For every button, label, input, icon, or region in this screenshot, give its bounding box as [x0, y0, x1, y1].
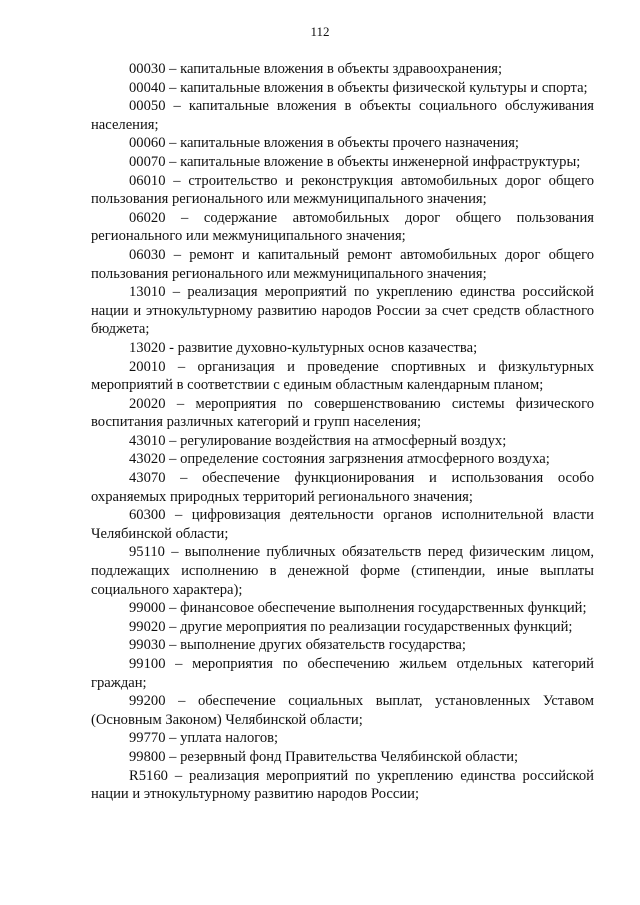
- code-entry-99030: 99030 – выполнение других обязательств государства;: [129, 637, 466, 654]
- code-entry-00040: 00040 – капитальные вложения в объекты физической культуры и спорта;: [129, 79, 588, 96]
- code-entry-06030: 06030 – ремонт и капитальный ремонт автомобильных дорог общего пользования регионального или межмуниципального значения;: [91, 246, 594, 282]
- document-body: [91, 60, 594, 804]
- code-entry-99020: 99020 – другие мероприятия по реализации государственных функций;: [129, 618, 573, 635]
- code-entry-13020: 13020 - развитие духовно-культурных основ казачества;: [129, 339, 478, 356]
- code-entry-00030: 00030 – капитальные вложения в объекты здравоохранения;: [129, 61, 503, 77]
- code-entry-99000: 99000 – финансовое обеспечение выполнения государственных функций;: [129, 600, 587, 617]
- code-entry-95110: 95110 – выполнение публичных обязательств перед физическим лицом, подлежащих исполнению в денежной форме (стипендии, иные выплаты социального характера);: [91, 544, 594, 598]
- code-entry-r5160: R5160 – реализация мероприятий по укреплению единства российской нации и этнокультурному развитию народов России;: [91, 767, 594, 803]
- code-entry-20010: 20010 – организация и проведение спортивных и физкультурных мероприятий в соответствии с единым областным календарным планом;: [91, 358, 594, 394]
- code-entry-43020: 43020 – определение состояния загрязнения атмосферного воздуха;: [129, 451, 550, 468]
- code-entry-43070: 43070 – обеспечение функционирования и использования особо охраняемых природных территорий регионального значения;: [91, 470, 594, 505]
- code-entry-20020: 20020 – мероприятия по совершенствованию системы физического воспитания различных категорий и групп населения;: [91, 395, 594, 431]
- code-entry-99200: 99200 – обеспечение социальных выплат, установленных Уставом (Основным Законом) Челябинской области;: [91, 693, 594, 728]
- code-entry-00060: 00060 – капитальные вложения в объекты прочего назначения;: [129, 135, 519, 152]
- code-entry-60300: 60300 – цифровизация деятельности органов исполнительной власти Челябинской области;: [91, 507, 594, 542]
- code-entry-99100: 99100 – мероприятия по обеспечению жильем отдельных категорий граждан;: [91, 656, 594, 691]
- code-entry-43010: 43010 – регулирование воздействия на атмосферный воздух;: [129, 432, 507, 449]
- code-entry-13010: 13010 – реализация мероприятий по укреплению единства российской нации и этнокультурному развитию народов России за счет средств областного бюджета;: [91, 284, 594, 338]
- code-entry-99770: 99770 – уплата налогов;: [129, 730, 279, 747]
- code-entry-99800: 99800 – резервный фонд Правительства Челябинской области;: [129, 748, 519, 765]
- code-entry-00050: 00050 – капитальные вложения в объекты социального обслуживания населения;: [91, 98, 594, 133]
- code-entry-06010: 06010 – строительство и реконструкция автомобильных дорог общего пользования регионального или межмуниципального значения;: [91, 172, 594, 208]
- code-entry-00070: 00070 – капитальные вложение в объекты инженерной инфраструктуры;: [129, 153, 581, 170]
- code-entry-06020: 06020 – содержание автомобильных дорог общего пользования регионального или межмуниципального значения;: [91, 209, 594, 245]
- page-number: 112: [310, 24, 330, 39]
